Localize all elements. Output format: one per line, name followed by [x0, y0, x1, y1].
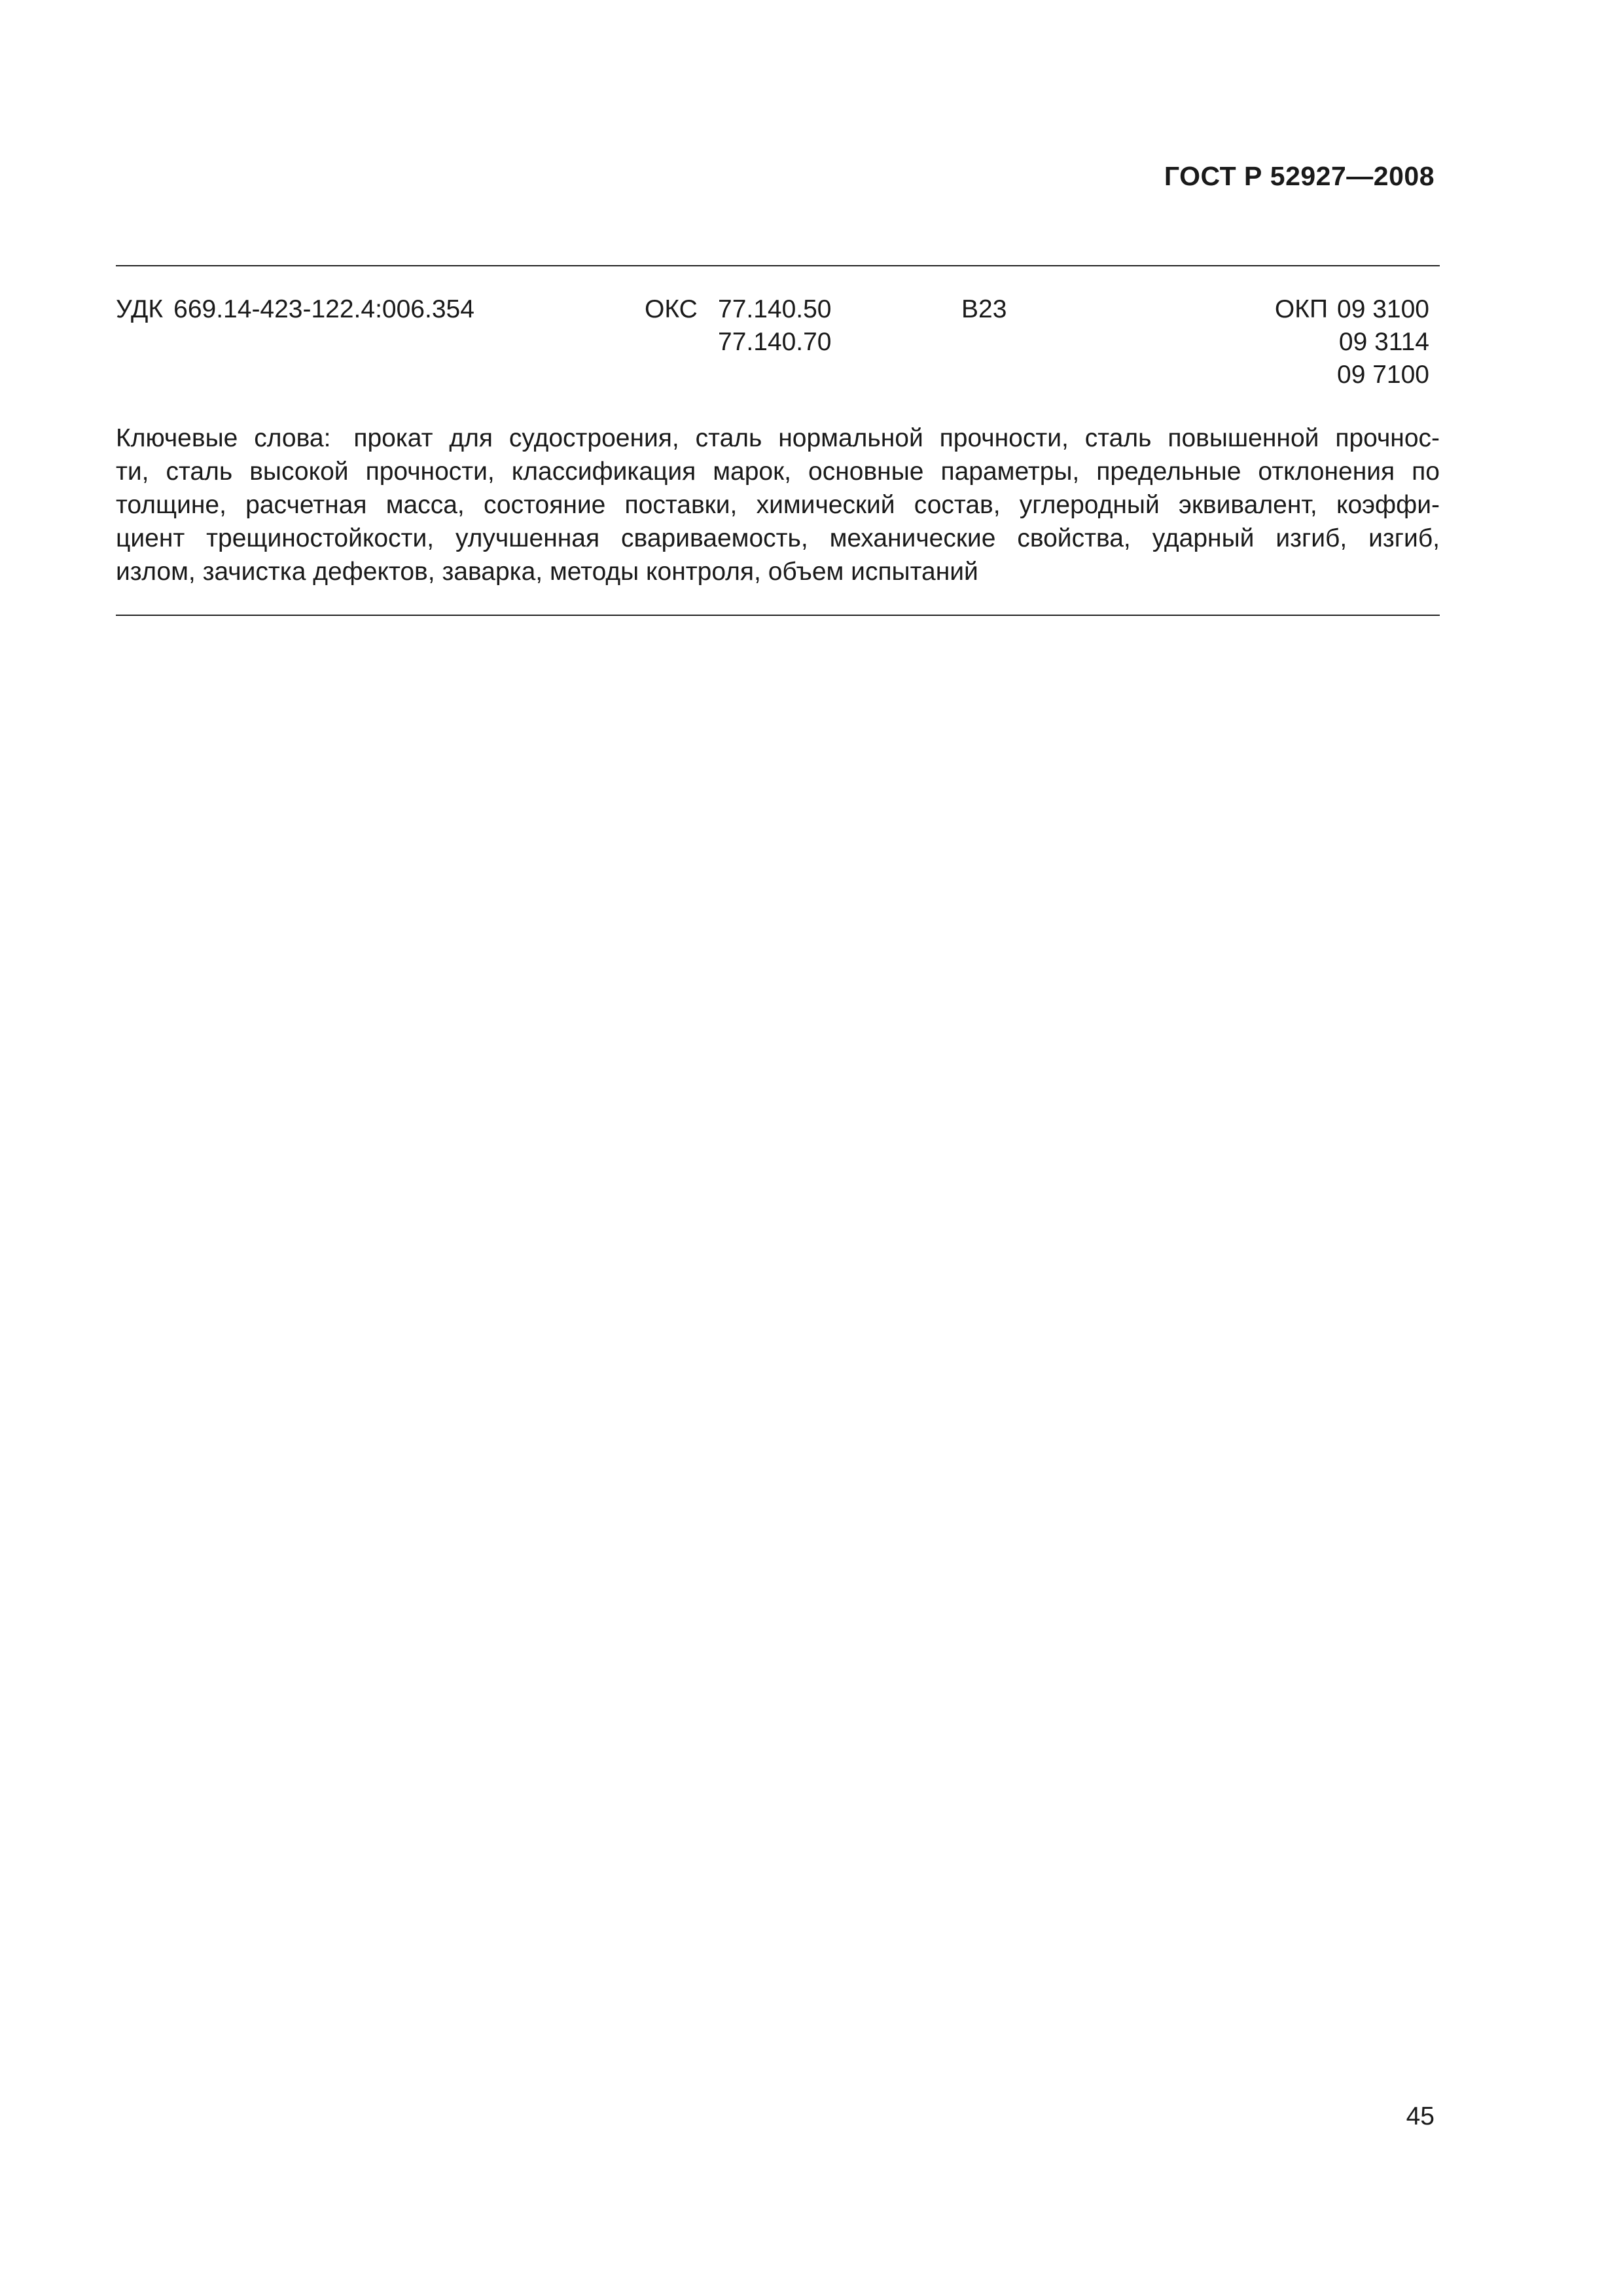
oks-code: 77.140.70: [718, 328, 832, 356]
keywords-text: прокат для судостроения, сталь нормальной прочности, сталь повышенной прочнос-: [353, 424, 1440, 452]
keywords-line: толщине, расчетная масса, состояние поставки, химический состав, углеродный эквивалент, коэффи-: [116, 491, 1440, 519]
okp-code: 09 3100: [1337, 295, 1429, 323]
udk-label: УДК: [116, 295, 164, 323]
keywords-paragraph: [116, 422, 1440, 588]
okp-label: ОКП: [1274, 295, 1329, 323]
okp-codes: [1337, 293, 1429, 391]
bottom-divider: [116, 615, 1440, 616]
top-divider: [116, 265, 1440, 266]
okp-classification: [1275, 293, 1429, 391]
keywords-line: ти, сталь высокой прочности, классификация марок, основные параметры, предельные отклонения по: [116, 457, 1440, 486]
oks-codes: [718, 293, 832, 359]
okp-code: 09 3114: [1338, 328, 1429, 356]
oks-code: 77.140.50: [718, 295, 832, 323]
group-code: В23: [961, 295, 1007, 323]
keywords-label: Ключевые слова:: [116, 424, 331, 452]
keywords-line: циент трещиностойкости, улучшенная свариваемость, механические свойства, ударный изгиб, изгиб,: [116, 524, 1440, 552]
page-number: 45: [1406, 2102, 1435, 2130]
udk-code: 669.14-423-122.4:006.354: [173, 295, 474, 323]
udk-classification: [116, 293, 474, 326]
keywords-line: излом, зачистка дефектов, заварка, методы контроля, объем испытаний: [116, 558, 978, 586]
oks-classification: [645, 293, 832, 359]
keywords-line: [116, 422, 1440, 455]
okp-code: 09 7100: [1337, 361, 1429, 389]
standard-designation: ГОСТ Р 52927—2008: [1164, 161, 1435, 191]
oks-label: ОКС: [645, 295, 698, 323]
